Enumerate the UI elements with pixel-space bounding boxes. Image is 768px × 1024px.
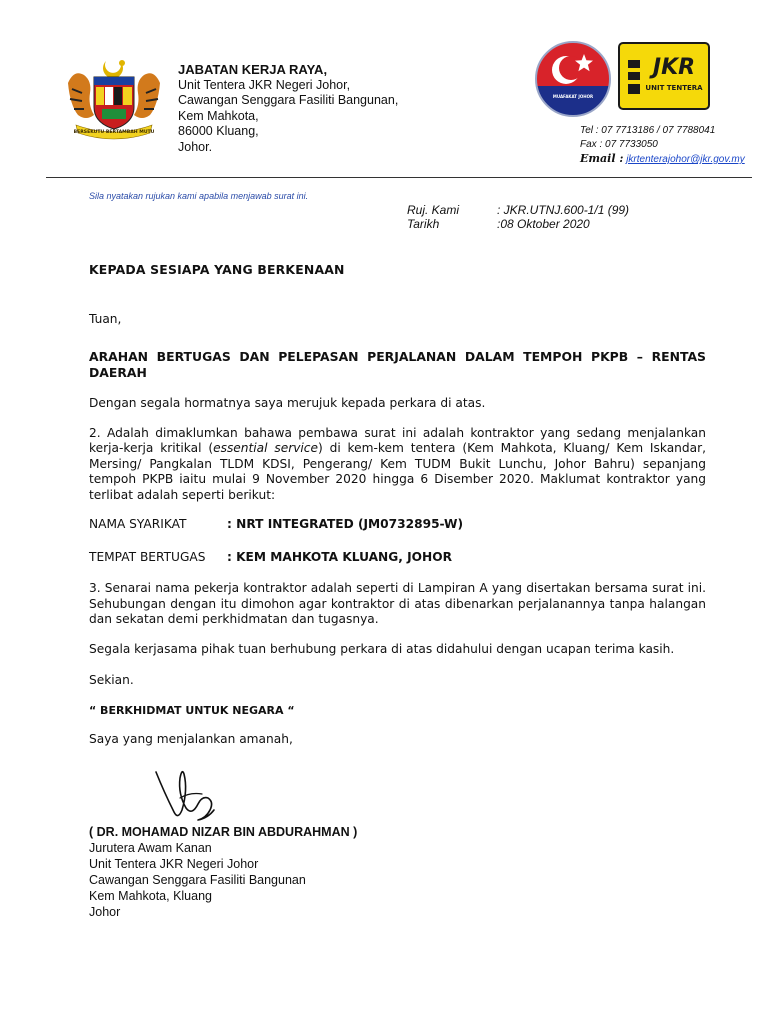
signer-line-1: Jurutera Awam Kanan bbox=[89, 841, 212, 855]
ruj-label: Ruj. Kami bbox=[407, 203, 460, 217]
paragraph-1: Dengan segala hormatnya saya merujuk kepada perkara di atas. bbox=[89, 396, 486, 410]
header-divider bbox=[46, 177, 752, 178]
handwritten-signature bbox=[150, 768, 230, 830]
place-row bbox=[89, 550, 706, 566]
reference-note: Sila nyatakan rujukan kami apabila menjawab surat ini. bbox=[89, 191, 309, 201]
email-link[interactable]: jkrtenterajohor@jkr.gov.my bbox=[626, 154, 745, 165]
signer-block bbox=[89, 824, 357, 920]
salutation: Tuan, bbox=[89, 311, 122, 326]
johor-logo-text: MUAFAKAT JOHOR bbox=[552, 94, 594, 99]
address-line-4: 86000 Kluang, bbox=[178, 124, 259, 138]
paragraph-4: Segala kerjasama pihak tuan berhubung perkara di atas didahului dengan ucapan terima kasih. bbox=[89, 641, 675, 656]
reference-block bbox=[407, 203, 629, 231]
address-line-5: Johor. bbox=[178, 139, 213, 154]
tarikh-value: :08 Oktober 2020 bbox=[497, 217, 590, 231]
subject-heading: ARAHAN BERTUGAS DAN PELEPASAN PERJALANAN DALAM TEMPOH PKPB – RENTAS DAERAH bbox=[89, 349, 706, 380]
signer-line-3: Cawangan Senggara Fasiliti Bangunan bbox=[89, 873, 306, 887]
jkr-logo-text: JKR bbox=[652, 55, 696, 80]
tarikh-label: Tarikh bbox=[407, 217, 440, 231]
place-label: TEMPAT BERTUGAS bbox=[89, 549, 206, 564]
signer-line-4: Kem Mahkota, Kluang bbox=[89, 889, 212, 903]
organization-name: JABATAN KERJA RAYA, bbox=[178, 62, 328, 77]
coat-of-arms-logo bbox=[62, 55, 166, 143]
address-line-3: Kem Mahkota, bbox=[178, 108, 259, 123]
trust-line: Saya yang menjalankan amanah, bbox=[89, 732, 293, 746]
crest-motto-text: BERSEKUTU BERTAMBAH MUTU bbox=[73, 130, 155, 135]
jkr-logo-subtext: UNIT TENTERA bbox=[645, 84, 703, 92]
company-row bbox=[89, 517, 706, 533]
letter-body bbox=[89, 262, 706, 748]
recipient-line: KEPADA SESIAPA YANG BERKENAAN bbox=[89, 262, 345, 277]
organization-address bbox=[178, 62, 398, 155]
company-value: : NRT INTEGRATED (JM0732895-W) bbox=[227, 517, 464, 531]
fax: Fax : 07 7733050 bbox=[580, 139, 658, 150]
signer-line-2: Unit Tentera JKR Negeri Johor bbox=[89, 857, 259, 871]
place-value: : KEM MAHKOTA KLUANG, JOHOR bbox=[227, 549, 452, 564]
address-line-1: Unit Tentera JKR Negeri Johor, bbox=[178, 77, 351, 92]
johor-logo bbox=[534, 40, 612, 118]
ruj-value: : JKR.UTNJ.600-1/1 (99) bbox=[497, 203, 630, 217]
closing: Sekian. bbox=[89, 673, 134, 687]
contact-block bbox=[580, 124, 745, 167]
paragraph-3: 3. Senarai nama pekerja kontraktor adalah seperti di Lampiran A yang disertakan bersama surat ini. Sehubungan dengan itu dimohon agar kontraktor di atas dibenarkan perjalanannya tanpa halangan dan sekatan demi perkhidmatan dan tugasnya. bbox=[89, 581, 706, 626]
signer-line-5: Johor bbox=[89, 905, 121, 919]
company-label: NAMA SYARIKAT bbox=[89, 517, 187, 531]
essential-service-text: essential service bbox=[213, 441, 319, 455]
email-label: Email : bbox=[580, 152, 624, 165]
paragraph-2: 2. Adalah dimaklumkan bahawa pembawa surat ini adalah kontraktor yang sedang menjalankan kerja-kerja kritikal (essential service) di kem-kem tentera (Kem Mahkota, Kluang/ Kem Iskandar, Mersing/ Pangkalan TLDM KDSI, Pengerang/ Kem TUDM Bukit Lunchu, Johor Bahru) sepanjang tempoh PKPB iaitu mulai 9 November 2020 hingga 6 Disember 2020. Maklumat kontraktor yang terlibat adalah seperti berikut: bbox=[89, 425, 706, 502]
jkr-logo bbox=[618, 42, 710, 110]
motto: “ BERKHIDMAT UNTUK NEGARA “ bbox=[89, 703, 295, 717]
email-row bbox=[580, 152, 745, 167]
address-line-2: Cawangan Senggara Fasiliti Bangunan, bbox=[178, 93, 399, 107]
signer-name: ( DR. MOHAMAD NIZAR BIN ABDURAHMAN ) bbox=[89, 825, 358, 839]
telephone: Tel : 07 7713186 / 07 7788041 bbox=[580, 125, 716, 136]
